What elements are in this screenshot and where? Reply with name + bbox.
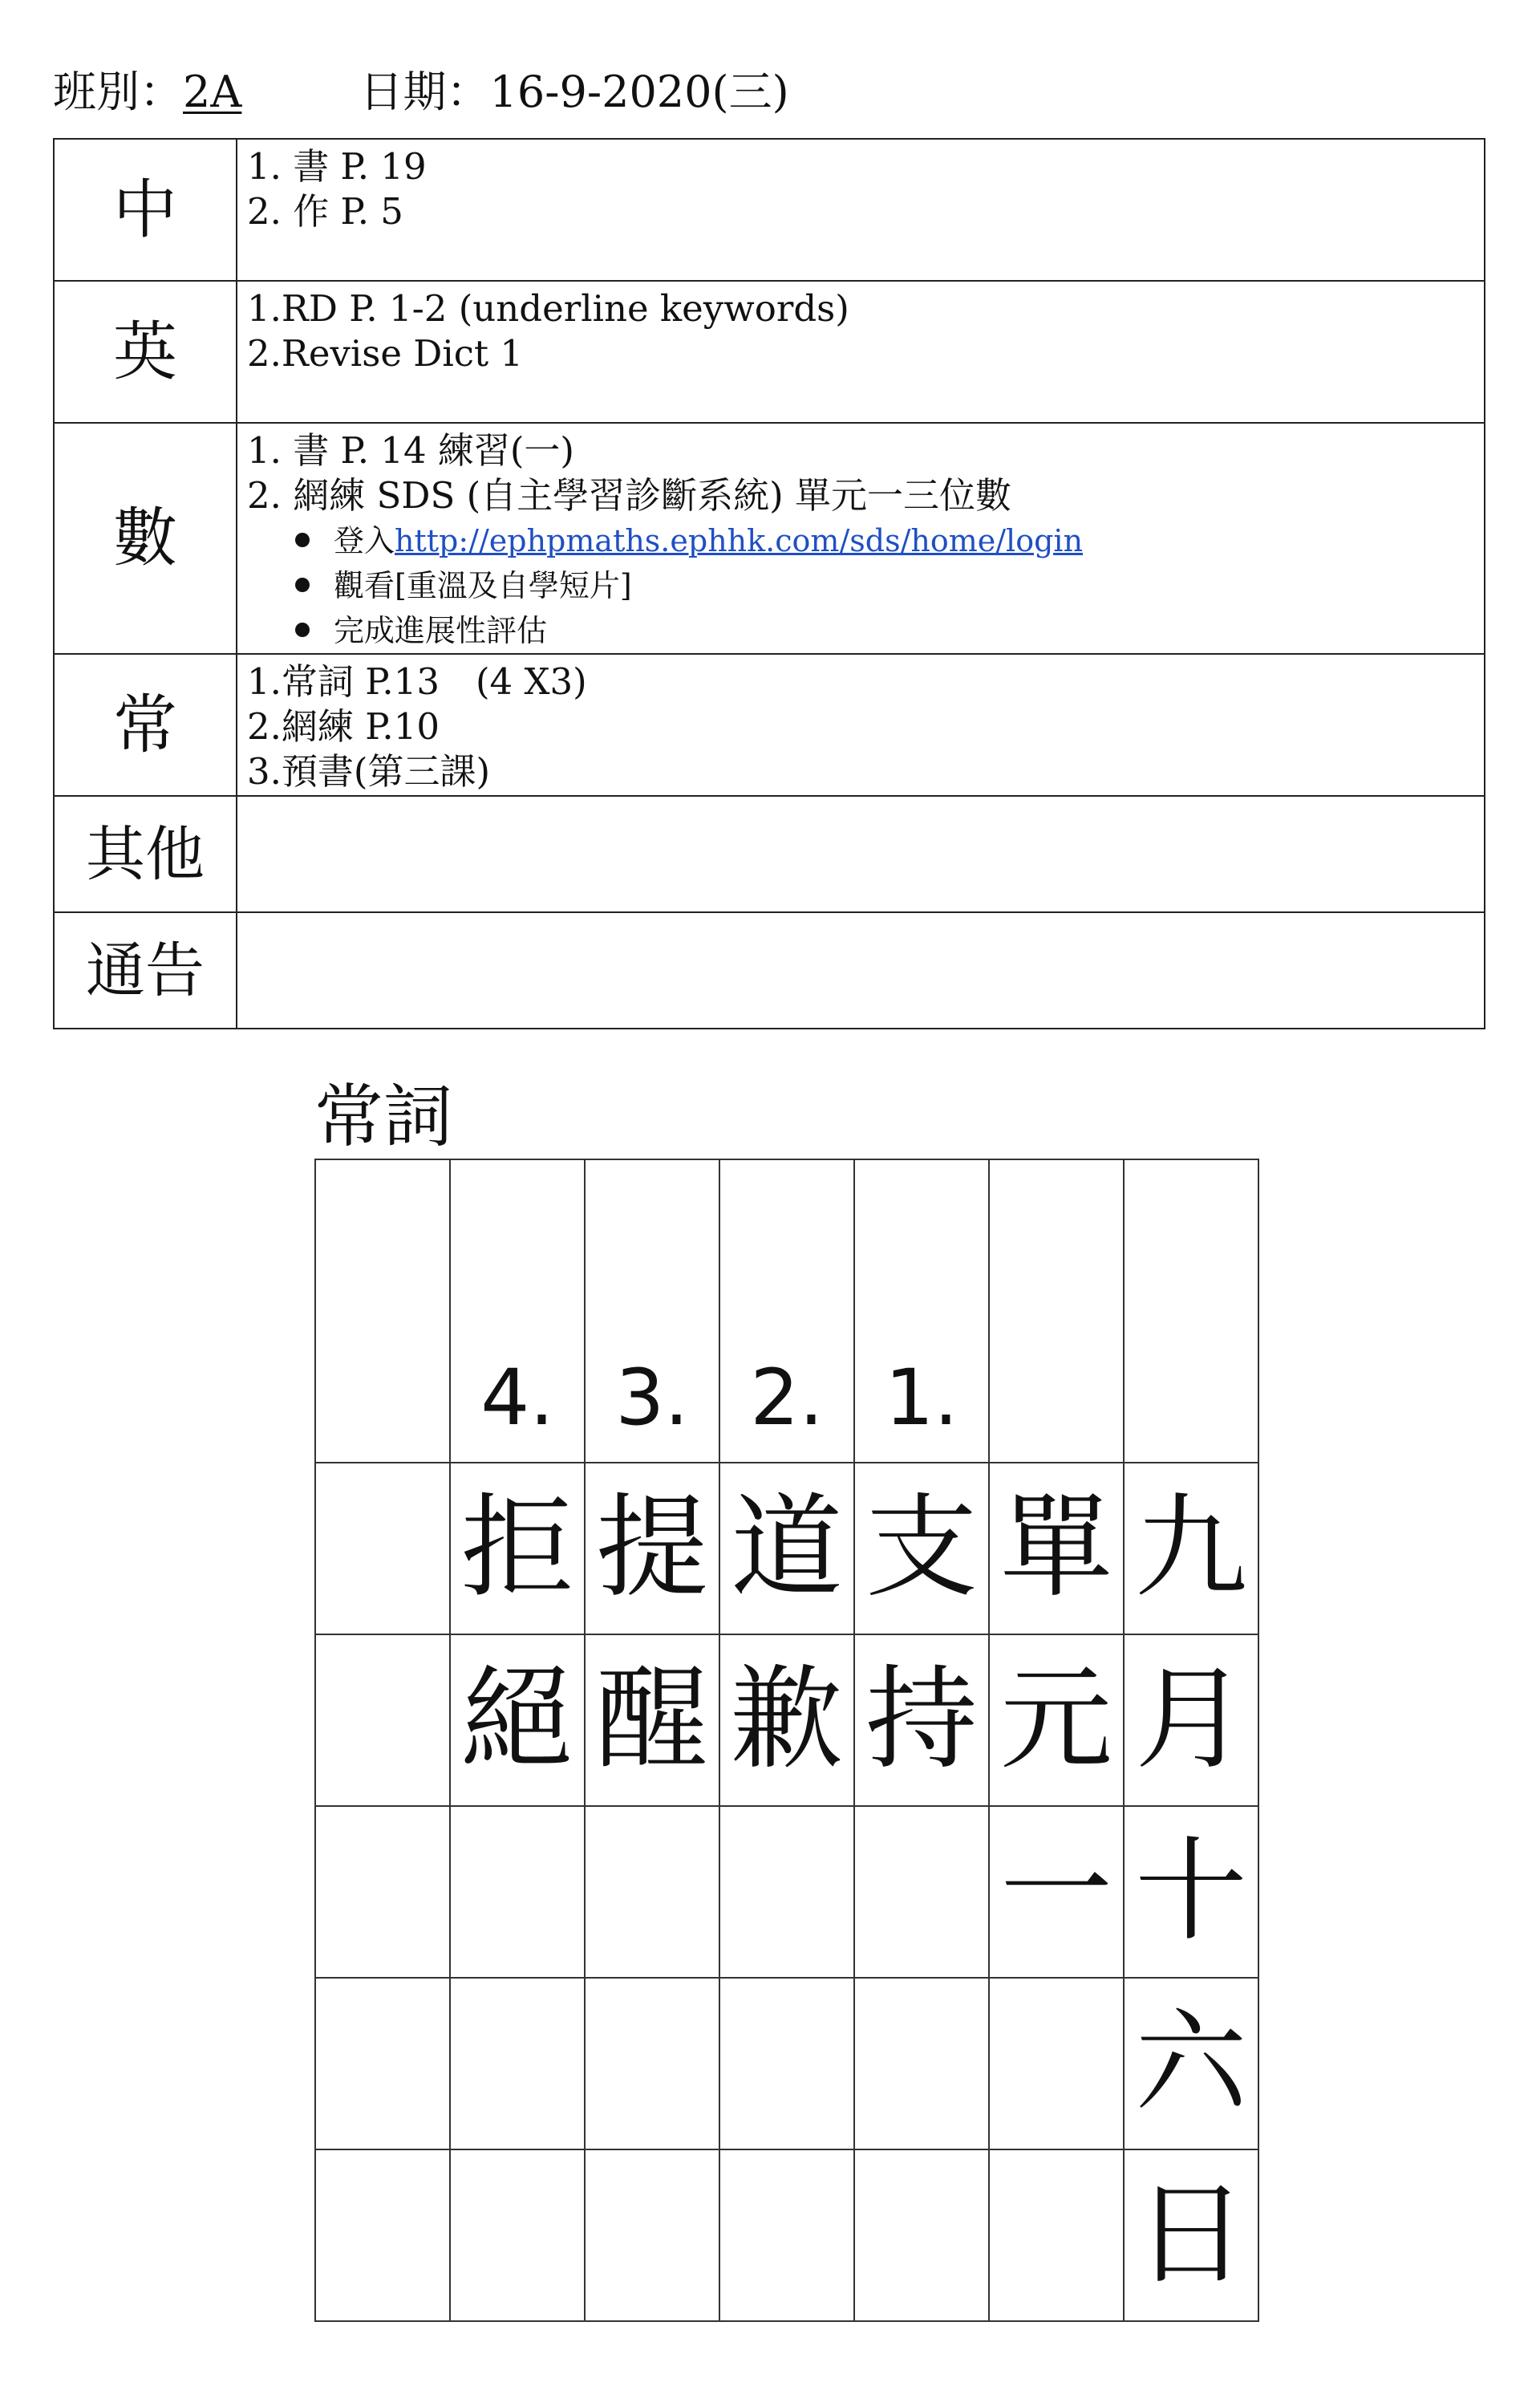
tasks-cell [237, 654, 1485, 796]
grid-row [315, 1463, 1258, 1634]
homework-row-english [54, 281, 1485, 423]
task-line: 1. 書 P. 14 練習(一) [247, 429, 574, 472]
subject-cell: 其他 [54, 796, 237, 912]
grid-cell [989, 1159, 1124, 1463]
homework-row-chinese [54, 139, 1485, 281]
grid-row [315, 2149, 1258, 2321]
grid-cell: 歉 [719, 1634, 854, 1806]
bullet-icon [295, 533, 310, 547]
grid-row [315, 1634, 1258, 1806]
bullet-text: 觀看[重溫及自學短片] [334, 568, 632, 603]
grid-cell [854, 2149, 989, 2321]
subject-cell: 常 [54, 654, 237, 796]
list-item [247, 518, 1474, 563]
subject-cell: 數 [54, 423, 237, 654]
task-line: 1. 書 P. 19 [247, 145, 427, 188]
task-line: 3.預書(第三課) [247, 750, 491, 793]
homework-row-notices [54, 912, 1485, 1029]
grid-cell: 醒 [585, 1634, 719, 1806]
grid-cell [315, 1806, 450, 1978]
task-line: 2.網練 P.10 [247, 705, 440, 748]
vocab-title: 常詞 [314, 1077, 452, 1157]
class-label: 班別： [53, 67, 183, 117]
header [53, 58, 789, 120]
bullet-icon [295, 623, 310, 637]
task-line: 1.RD P. 1-2 (underline keywords) [247, 287, 849, 330]
grid-cell [719, 2149, 854, 2321]
homework-row-maths [54, 423, 1485, 654]
grid-cell: 十 [1124, 1806, 1258, 1978]
grid-cell: 1. [854, 1159, 989, 1463]
grid-cell [1124, 1159, 1258, 1463]
sds-login-link[interactable]: http://ephpmaths.ephhk.com/sds/home/login [395, 523, 1084, 558]
grid-cell: 六 [1124, 1978, 1258, 2149]
tasks-cell [237, 796, 1485, 912]
grid-cell [854, 1978, 989, 2149]
grid-cell: 九 [1124, 1463, 1258, 1634]
grid-cell [450, 2149, 585, 2321]
grid-cell: 月 [1124, 1634, 1258, 1806]
grid-cell: 一 [989, 1806, 1124, 1978]
task-line: 2.Revise Dict 1 [247, 332, 523, 375]
bullet-text: 完成進展性評估 [334, 613, 548, 648]
grid-cell: 道 [719, 1463, 854, 1634]
grid-cell: 元 [989, 1634, 1124, 1806]
grid-cell [989, 1978, 1124, 2149]
task-line: 2. 作 P. 5 [247, 190, 403, 233]
grid-cell [585, 1806, 719, 1978]
task-line: 2. 網練 SDS (自主學習診斷系統) 單元一三位數 [247, 474, 1011, 517]
grid-cell [719, 1978, 854, 2149]
subject-cell: 通告 [54, 912, 237, 1029]
homework-row-others [54, 796, 1485, 912]
grid-cell [719, 1806, 854, 1978]
grid-cell [585, 2149, 719, 2321]
grid-cell: 持 [854, 1634, 989, 1806]
grid-cell: 2. [719, 1159, 854, 1463]
grid-cell: 4. [450, 1159, 585, 1463]
grid-cell: 提 [585, 1463, 719, 1634]
grid-cell [315, 2149, 450, 2321]
bullet-icon [295, 578, 310, 592]
grid-cell: 支 [854, 1463, 989, 1634]
tasks-cell [237, 139, 1485, 281]
date-value: 16-9-2020(三) [489, 67, 789, 117]
bullet-text: 登入 [334, 523, 395, 558]
list-item [247, 608, 1474, 653]
grid-row [315, 1159, 1258, 1463]
subject-cell: 中 [54, 139, 237, 281]
grid-cell [450, 1978, 585, 2149]
vocab-grid-table [314, 1159, 1259, 2322]
grid-cell [989, 2149, 1124, 2321]
homework-table [53, 138, 1485, 1029]
bullet-list [247, 518, 1474, 653]
grid-cell [315, 1634, 450, 1806]
grid-cell: 絕 [450, 1634, 585, 1806]
grid-cell: 3. [585, 1159, 719, 1463]
date-label: 日期： [359, 67, 490, 117]
grid-cell: 拒 [450, 1463, 585, 1634]
grid-cell [450, 1806, 585, 1978]
grid-cell [315, 1159, 450, 1463]
grid-cell [315, 1463, 450, 1634]
list-item [247, 563, 1474, 608]
grid-cell [854, 1806, 989, 1978]
grid-cell: 日 [1124, 2149, 1258, 2321]
grid-cell [315, 1978, 450, 2149]
grid-row [315, 1806, 1258, 1978]
tasks-cell [237, 281, 1485, 423]
subject-cell: 英 [54, 281, 237, 423]
grid-cell: 單 [989, 1463, 1124, 1634]
task-line: 1.常詞 P.13 (4 X3) [247, 660, 587, 703]
vocab-grid [314, 1159, 1259, 2322]
tasks-cell [237, 912, 1485, 1029]
grid-cell [585, 1978, 719, 2149]
class-value: 2A [183, 67, 242, 117]
homework-row-general-studies [54, 654, 1485, 796]
grid-row [315, 1978, 1258, 2149]
tasks-cell [237, 423, 1485, 654]
